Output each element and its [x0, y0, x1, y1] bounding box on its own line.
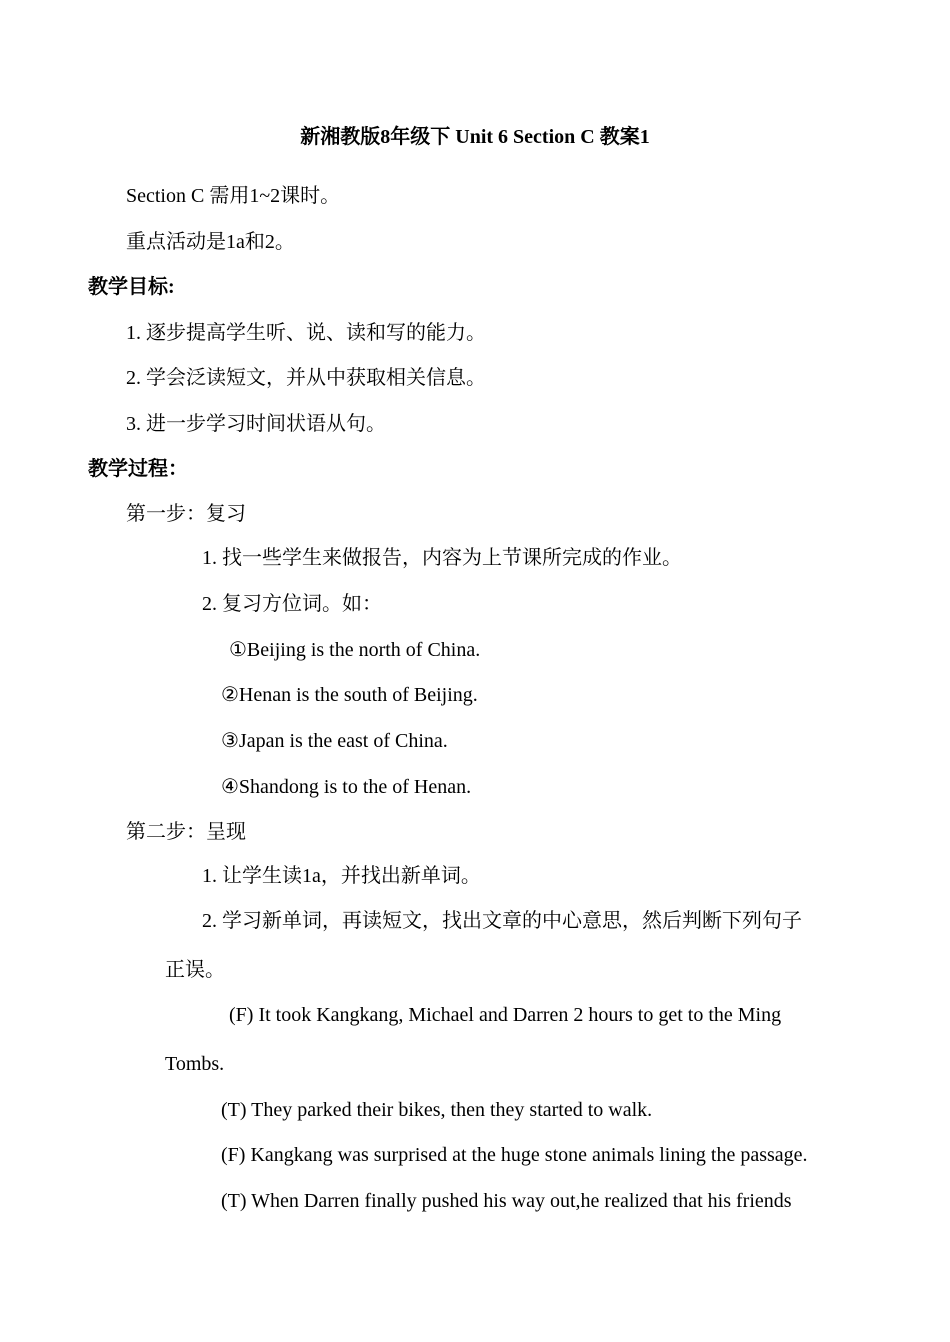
objective-item-3: 3. 进一步学习时间状语从句。 [126, 413, 386, 435]
step1-example-3: ③Japan is the east of China. [221, 730, 448, 752]
judgement-1: (F) It took Kangkang, Michael and Darren 2 hours to get to the Ming [229, 1004, 782, 1026]
judgement-4: (T) When Darren finally pushed his way out,he realized that his friends [221, 1190, 792, 1212]
step1-example-1: ①Beijing is the north of China. [229, 639, 481, 661]
step1-example-2: ②Henan is the south of Beijing. [221, 684, 478, 706]
step2-item-2: 2. 学习新单词，再读短文，找出文章的中心意思，然后判断下列句子 [202, 910, 802, 932]
step1-example-4: ④Shandong is to the of Henan. [221, 776, 472, 798]
process-heading: 教学过程： [88, 458, 188, 480]
judgement-3: (F) Kangkang was surprised at the huge stone animals lining the passage. [221, 1144, 808, 1166]
step1-item-1: 1. 找一些学生来做报告，内容为上节课所完成的作业。 [202, 547, 682, 569]
document-title: 新湘教版8年级下 Unit 6 Section C 教案1 [300, 126, 650, 148]
step2-title: 第二步：呈现 [126, 821, 246, 843]
objective-item-2: 2. 学会泛读短文，并从中获取相关信息。 [126, 367, 486, 389]
step2-item-1: 1. 让学生读1a，并找出新单词。 [202, 865, 481, 887]
step1-item-2: 2. 复习方位词。如： [202, 593, 382, 615]
intro-line-2: 重点活动是1a和2。 [126, 231, 295, 253]
intro-line-1: Section C 需用1~2课时。 [126, 185, 341, 207]
objective-item-1: 1. 逐步提高学生听、说、读和写的能力。 [126, 322, 486, 344]
step1-title: 第一步：复习 [126, 503, 246, 525]
step2-item-2-continued: 正误。 [165, 959, 225, 981]
objectives-heading: 教学目标: [88, 276, 175, 298]
judgement-1-continued: Tombs. [165, 1053, 225, 1075]
judgement-2: (T) They parked their bikes, then they started to walk. [221, 1099, 653, 1121]
